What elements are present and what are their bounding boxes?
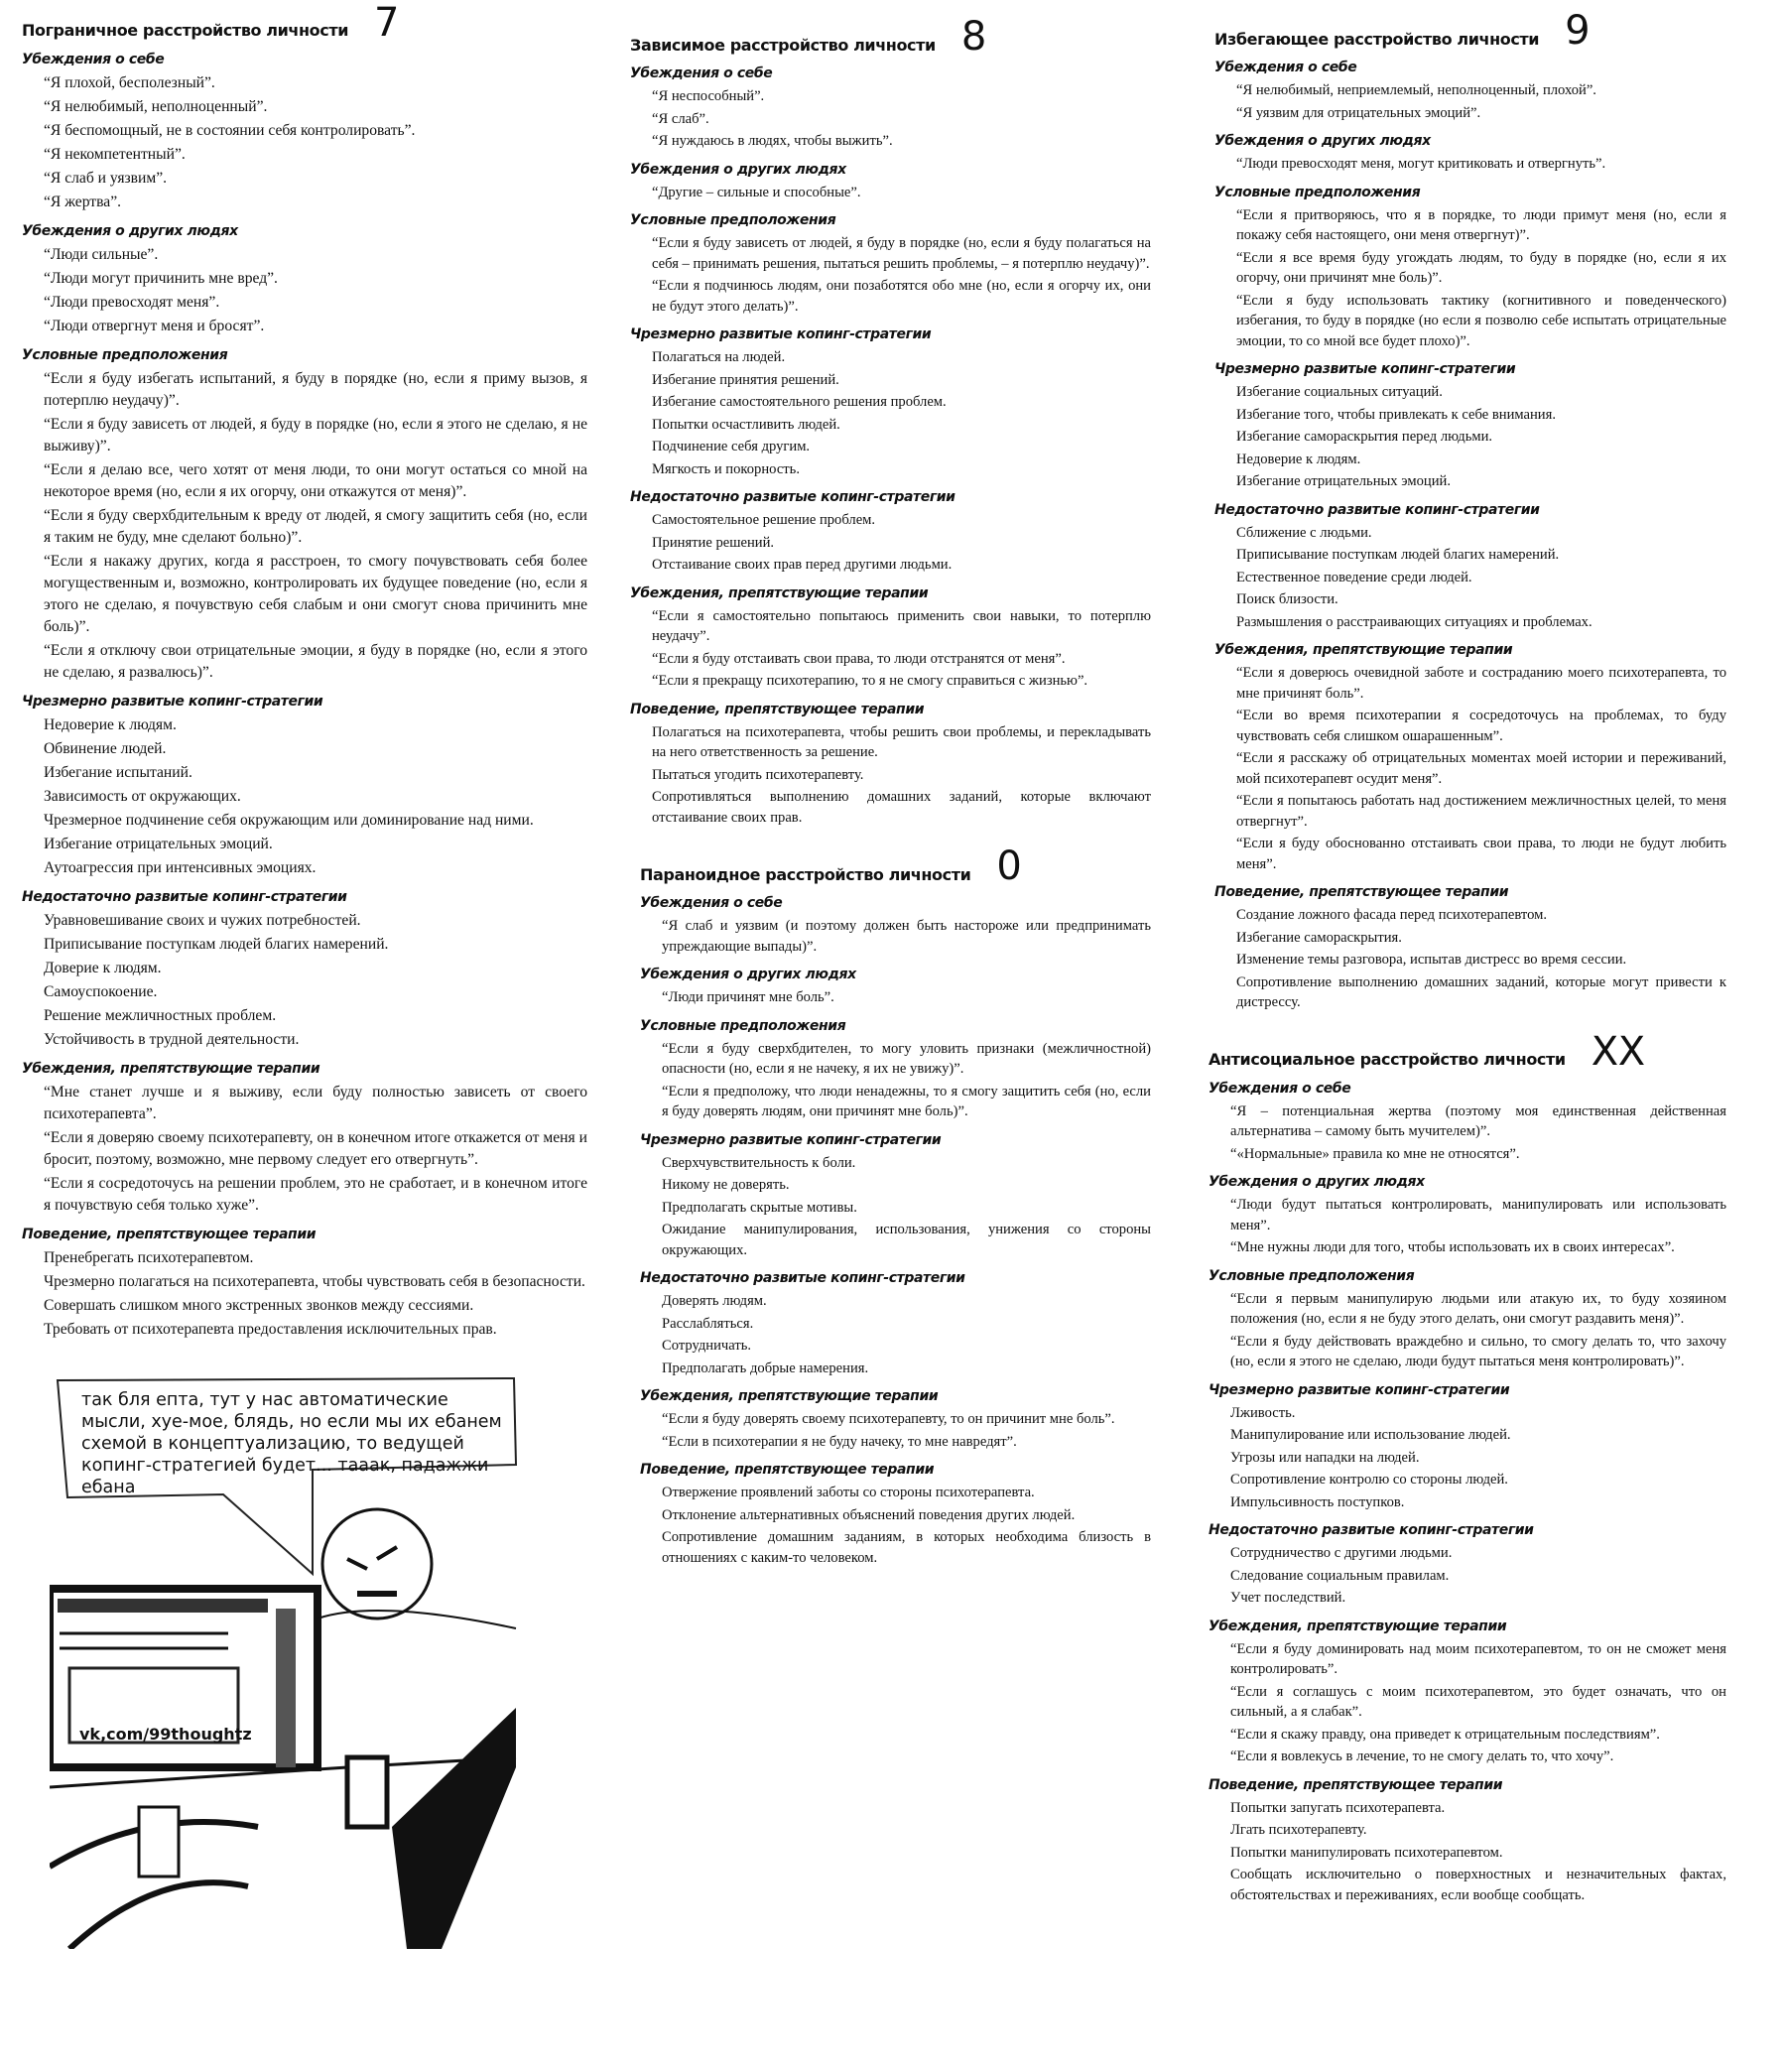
subsection-heading: Условные предположения [1214,184,1421,200]
comic-panel [22,1370,558,1949]
list-item: “Если я скажу правду, она приведет к отрицательным последствиям”. [1230,1726,1660,1743]
list-item: Полагаться на психотерапевта, чтобы решить свои проблемы, и перекладывать на него ответственность за решение. [652,723,1151,760]
list-item: Сопротивляться выполнению домашних заданий, которые включают отстаивание своих прав. [652,789,1151,826]
list-item: “Люди превосходят меня”. [44,294,220,311]
list-item: “Я слаб”. [652,110,709,127]
list-item: Предполагать добрые намерения. [662,1360,869,1376]
list-item: Лгать психотерапевту. [1230,1822,1367,1838]
list-item: Обвинение людей. [44,740,167,757]
list-item: Аутоагрессия при интенсивных эмоциях. [44,859,317,876]
list-item: Манипулирование или использование людей. [1230,1427,1511,1443]
list-item: Подчинение себя другим. [652,439,811,454]
list-item: Самоуспокоение. [44,983,158,1000]
column-avoidant [1214,8,1726,1015]
list-item: Поиск близости. [1236,591,1338,607]
list-item: Естественное поведение среди людей. [1236,569,1472,585]
list-item: “Если я вовлекусь в лечение, то не смогу делать то, что хочу”. [1230,1748,1614,1764]
list-item: Попытки манипулировать психотерапевтом. [1230,1844,1503,1861]
list-item: Требовать от психотерапевта предоставления исключительных прав. [44,1321,497,1338]
list-item: “Люди сильные”. [44,246,159,263]
list-item: Избегание самораскрытия. [1236,929,1402,946]
list-item: Учет последствий. [1230,1590,1346,1606]
column-borderline [22,0,587,1343]
subsection-heading: Недостаточно развитые копинг-стратегии [22,889,347,905]
handwritten-number: 9 [1565,8,1591,54]
subsection-heading: Убеждения о других людях [640,967,856,982]
subsection-heading: Недостаточно развитые копинг-стратегии [1214,501,1540,518]
list-item: “Если в психотерапии я не буду начеку, то мне навредят”. [662,1433,1017,1450]
list-item: Недоверие к людям. [44,716,177,733]
list-item: Избегание социальных ситуаций. [1236,384,1443,400]
list-item: Предполагать скрытые мотивы. [662,1199,857,1216]
disorder-title: Пограничное расстройство личности [22,21,349,40]
list-item: “Если я попытаюсь работать над достижением межличностных целей, то меня отвергнут”. [1236,793,1726,830]
subsection-heading: Чрезмерно развитые копинг-стратегии [640,1131,942,1148]
left-column-stack [22,0,587,1949]
list-item: “Я нуждаюсь в людях, чтобы выжить”. [652,133,893,149]
list-item: “Я некомпетентный”. [44,146,186,163]
subsection-heading: Условные предположения [640,1017,846,1034]
section-title [630,14,1151,60]
subsection-heading: Поведение, препятствующее терапии [630,701,925,717]
list-item: “«Нормальные» правила ко мне не относятся”. [1230,1145,1520,1162]
subsection-heading: Убеждения, препятствующие терапии [1214,642,1513,658]
list-item: Уравновешивание своих и чужих потребностей. [44,912,361,929]
list-item: Пытаться угодить психотерапевту. [652,766,864,783]
list-item: “Люди будут пытаться контролировать, манипулировать или использовать меня”. [1230,1197,1726,1233]
subsection-heading: Условные предположения [1209,1267,1415,1284]
list-item: Чрезмерное подчинение себя окружающим или доминирование над ними. [44,812,534,829]
list-item: “Люди могут причинить мне вред”. [44,270,278,287]
list-item: Сотрудничать. [662,1338,752,1354]
list-item: Устойчивость в трудной деятельности. [44,1031,300,1048]
watermark: vk,com/99thoughtz [79,1725,252,1744]
subsection-heading: Недостаточно развитые копинг-стратегии [630,489,955,505]
subsection-heading: Условные предположения [22,347,228,363]
list-item: “Если я буду сверхбдителен, то могу уловить признаки (межличностной) опасности (но, если я не начеку, я их не увижу)”. [662,1040,1151,1077]
right-column-stack [1209,8,1726,1907]
list-item: “Если я буду зависеть от людей, я буду в порядке (но, если я этого не сделаю, я не выживу)”. [44,416,587,454]
subsection-heading: Поведение, препятствующее терапии [1214,884,1509,900]
list-item: Решение межличностных проблем. [44,1007,277,1024]
list-item: “Если я отключу свои отрицательные эмоции, я буду в порядке (но, если я этого не сделаю, я развалюсь)”. [44,642,587,681]
list-item: “Я слаб и уязвим”. [44,170,168,187]
list-item: Избегание самораскрытия перед людьми. [1236,429,1493,445]
list-item: “Я нелюбимый, неполноценный”. [44,98,268,115]
list-item: Сопротивление домашним заданиям, в которых необходима близость в отношениях с каким-то человеком. [662,1529,1151,1566]
list-item: Недоверие к людям. [1236,451,1361,467]
list-item: Избегание самостоятельного решения проблем. [652,394,947,410]
list-item: “Если я доверюсь очевидной заботе и состраданию моего психотерапевта, то мне причинят боль”. [1236,665,1726,702]
disorder-title: Параноидное расстройство личности [640,864,971,884]
list-item: Чрезмерно полагаться на психотерапевта, чтобы чувствовать себя в безопасности. [44,1273,585,1290]
list-item: “Если я буду использовать тактику (когнитивного и поведенческого) избегания, то буду в порядке (но если я позволю себе испытать отрицательные эмоции, то со мной все будет плохо)”. [1236,292,1726,349]
list-item: Сообщать исключительно о поверхностных и незначительных фактах, обстоятельствах и переживаниях, если вообще сообщать. [1230,1867,1726,1903]
list-item: Попытки осчастливить людей. [652,416,840,433]
list-item: Сотрудничество с другими людьми. [1230,1545,1453,1561]
list-item: “Люди превосходят меня, могут критиковать и отвергнуть”. [1236,156,1606,172]
list-item: Сверхчувствительность к боли. [662,1154,856,1171]
list-item: “Если я самостоятельно попытаюсь применить свои навыки, то потерплю неудачу”. [652,607,1151,644]
subsection-heading: Недостаточно развитые копинг-стратегии [640,1270,965,1286]
list-item: Отклонение альтернативных объяснений поведения других людей. [662,1506,1076,1523]
column-antisocial [1209,1028,1726,1908]
list-item: Лживость. [1230,1404,1296,1421]
list-item: Приписывание поступкам людей благих намерений. [1236,547,1560,563]
list-item: “Если я предположу, что люди ненадежны, то я смогу защитить себя (но, если я буду доверять людям, они причинят мне боль)”. [662,1083,1151,1119]
list-item: “Мне станет лучше и я выживу, если буду полностью зависеть от своего психотерапевта”. [44,1084,587,1122]
subsection-heading: Чрезмерно развитые копинг-стратегии [1209,1381,1510,1398]
subsection-heading: Убеждения о себе [1214,60,1357,75]
section-title [640,843,1151,889]
list-item: “Если я буду сверхбдительным к вреду от людей, я смогу защитить себя (но, если я таким не буду, мне сделают больно)”. [44,507,587,546]
list-item: Приписывание поступкам людей благих намерений. [44,936,389,953]
list-item: Никому не доверять. [662,1177,790,1193]
list-item: Зависимость от окружающих. [44,788,241,805]
list-item: Полагаться на людей. [652,349,786,365]
subsection-heading: Чрезмерно развитые копинг-стратегии [22,694,323,710]
subsection-heading: Чрезмерно развитые копинг-стратегии [1214,361,1516,377]
column-paranoid [640,843,1151,1570]
list-item: “Я неспособный”. [652,88,765,104]
subsection-heading: Недостаточно развитые копинг-стратегии [1209,1522,1534,1538]
list-item: “Я беспомощный, не в состоянии себя контролировать”. [44,122,416,139]
list-item: “Люди причинят мне боль”. [662,989,834,1005]
subsection-heading: Убеждения о себе [1209,1080,1351,1097]
disorder-title: Зависимое расстройство личности [630,35,936,55]
list-item: Доверие к людям. [44,960,162,976]
subsection-heading: Убеждения о себе [630,65,773,81]
list-item: Размышления о расстраивающих ситуациях и проблемах. [1236,613,1592,630]
speech-bubble: так бля епта, тут у нас автоматические мысли, хуе-мое, блядь, но если мы их ебанем схемой в концептуализацию, то ведущей копинг-стратегией будет... тааак, падажжи ебана [81,1390,502,1497]
section-title [22,0,587,46]
list-item: Создание ложного фасада перед психотерапевтом. [1236,907,1547,923]
list-item: “Если я первым манипулирую людьми или атакую их, то буду хозяином положения (но, если я не буду этого делать, они смогут раздавить меня)”. [1230,1290,1726,1327]
list-item: “Я жертва”. [44,194,122,210]
list-item: “Я плохой, бесполезный”. [44,74,215,91]
list-item: “Если я буду доминировать над моим психотерапевтом, то он не сможет меня контролировать”. [1230,1640,1726,1677]
list-item: “Я уязвим для отрицательных эмоций”. [1236,104,1481,121]
list-item: “Если я подчинюсь людям, они позаботятся обо мне (но, если я огорчу их, они не будут этого делать)”. [652,278,1151,315]
list-item: Избегание отрицательных эмоций. [44,836,273,852]
subsection-heading: Убеждения, препятствующие терапии [1209,1618,1507,1634]
list-item: “Мне нужны люди для того, чтобы использовать их в своих интересах”. [1230,1239,1675,1255]
list-item: Угрозы или нападки на людей. [1230,1449,1420,1466]
list-item: “Я слаб и уязвим (и поэтому должен быть настороже или предпринимать упреждающие выпады)”. [662,918,1151,955]
handwritten-number: 0 [996,843,1022,889]
list-item: “Если я буду отстаивать свои права, то люди отстранятся от меня”. [652,650,1066,667]
handwritten-number: 8 [960,14,986,60]
list-item: “Если я накажу других, когда я расстроен, то смогу почувствовать себя более могущественным и, возможно, контролировать их будущее поведение (но, если я этого не сделаю, я почувствую себя слабым и они смогут снова причинить мне боль)”. [44,553,587,635]
list-item: “Если я сосредоточусь на решении проблем, это не сработает, и в конечном итоге я почувствую себя только хуже”. [44,1175,587,1214]
list-item: “Если я буду обоснованно отстаивать свои права, то люди не будут любить меня”. [1236,836,1726,872]
subsection-heading: Условные предположения [630,212,836,228]
subsection-heading: Убеждения, препятствующие терапии [640,1388,939,1404]
list-item: Отвержение проявлений заботы со стороны психотерапевта. [662,1485,1035,1500]
subsection-heading: Убеждения о других людях [630,161,846,178]
list-item: “Если я буду действовать враждебно и сильно, то смогу делать то, что захочу (но, если я этого не сделаю, люди будут пытаться меня контролировать)”. [1230,1333,1726,1369]
handwritten-number: XX [1591,1028,1645,1075]
list-item: Расслабляться. [662,1315,754,1332]
list-item: “Если я буду зависеть от людей, я буду в порядке (но, если я буду полагаться на себя – принимать решения, пытаться решить проблемы, – я потерплю неудачу)”. [652,235,1151,272]
list-item: Доверять людям. [662,1293,767,1309]
subsection-heading: Убеждения о себе [640,895,783,911]
list-item: “Если во время психотерапии я сосредоточусь на проблемах, то буду чувствовать себя слишком ошарашенным”. [1236,708,1726,744]
list-item: “Если я доверяю своему психотерапевту, он в конечном итоге откажется от меня и бросит, поэтому, возможно, мне первому следует его отвергнуть”. [44,1129,587,1168]
list-item: “Если я все время буду угождать людям, то буду в порядке (но, если я их огорчу, они причинят мне боль)”. [1236,249,1726,286]
list-item: Пренебрегать психотерапевтом. [44,1249,254,1266]
list-item: Сопротивление контролю со стороны людей. [1230,1472,1508,1488]
subsection-heading: Убеждения о других людях [1209,1174,1425,1190]
list-item: Отстаивание своих прав перед другими людьми. [652,557,953,573]
list-item: Следование социальным правилам. [1230,1567,1450,1584]
list-item: Попытки запугать психотерапевта. [1230,1799,1446,1816]
section-title [1214,8,1726,54]
list-item: “Если я соглашусь с моим психотерапевтом, это будет означать, что он сильный, а я слабак”. [1230,1683,1726,1720]
disorder-title: Избегающее расстройство личности [1214,29,1540,49]
column-dependent [630,14,1151,830]
subsection-heading: Поведение, препятствующее терапии [640,1462,935,1478]
list-item: Мягкость и покорность. [652,460,800,477]
list-item: “Если я буду избегать испытаний, я буду в порядке (но, если я приму вызов, я потерплю неудачу)”. [44,370,587,409]
list-item: Ожидание манипулирования, использования, унижения со стороны окружающих. [662,1222,1151,1258]
list-item: Сближение с людьми. [1236,524,1372,541]
list-item: “Люди отвергнут меня и бросят”. [44,318,265,334]
list-item: Сопротивление выполнению домашних заданий, которые могут привести к дистрессу. [1236,973,1726,1010]
list-item: Принятие решений. [652,534,775,551]
list-item: “Если я буду доверять своему психотерапевту, то он причинит мне боль”. [662,1411,1115,1427]
subsection-heading: Убеждения о себе [22,52,165,67]
list-item: Совершать слишком много экстренных звонков между сессиями. [44,1297,474,1314]
list-item: “Я – потенциальная жертва (поэтому моя единственная действенная альтернатива – самому быть мучителем)”. [1230,1102,1726,1139]
subsection-heading: Чрезмерно развитые копинг-стратегии [630,326,932,342]
handwritten-number: 7 [374,0,400,46]
list-item: “Если я прекращу психотерапию, то я не смогу справиться с жизнью”. [652,673,1088,689]
list-item: Избегание принятия решений. [652,371,839,388]
subsection-heading: Убеждения, препятствующие терапии [22,1061,320,1077]
section-title [1209,1028,1726,1075]
list-item: “Если я расскажу об отрицательных моментах моей истории и переживаний, мой психотерапевт осудит меня”. [1236,750,1726,787]
list-item: Самостоятельное решение проблем. [652,512,876,528]
middle-column-stack [630,14,1151,1570]
list-item: Изменение темы разговора, испытав дистресс во время сессии. [1236,952,1627,968]
subsection-heading: Убеждения о других людях [22,223,238,239]
subsection-heading: Поведение, препятствующее терапии [22,1227,317,1242]
list-item: Избегание испытаний. [44,764,192,781]
subsection-heading: Поведение, препятствующее терапии [1209,1776,1503,1793]
list-item: Импульсивность поступков. [1230,1493,1405,1510]
list-item: “Если я притворяюсь, что я в порядке, то люди примут меня (но, если я покажу себя настоящего, они меня отвергнут)”. [1236,206,1726,243]
list-item: Избегание того, чтобы привлекать к себе внимания. [1236,406,1556,423]
subsection-heading: Убеждения, препятствующие терапии [630,584,929,601]
list-item: “Если я делаю все, чего хотят от меня люди, то они могут остаться со мной на некоторое время (но, если я их огорчу, они откажутся от меня)”. [44,461,587,500]
list-item: “Я нелюбимый, неприемлемый, неполноценный, плохой”. [1236,82,1596,98]
subsection-heading: Убеждения о других людях [1214,133,1431,149]
disorder-title: Антисоциальное расстройство личности [1209,1050,1566,1069]
list-item: “Другие – сильные и способные”. [652,184,861,200]
list-item: Избегание отрицательных эмоций. [1236,473,1451,489]
